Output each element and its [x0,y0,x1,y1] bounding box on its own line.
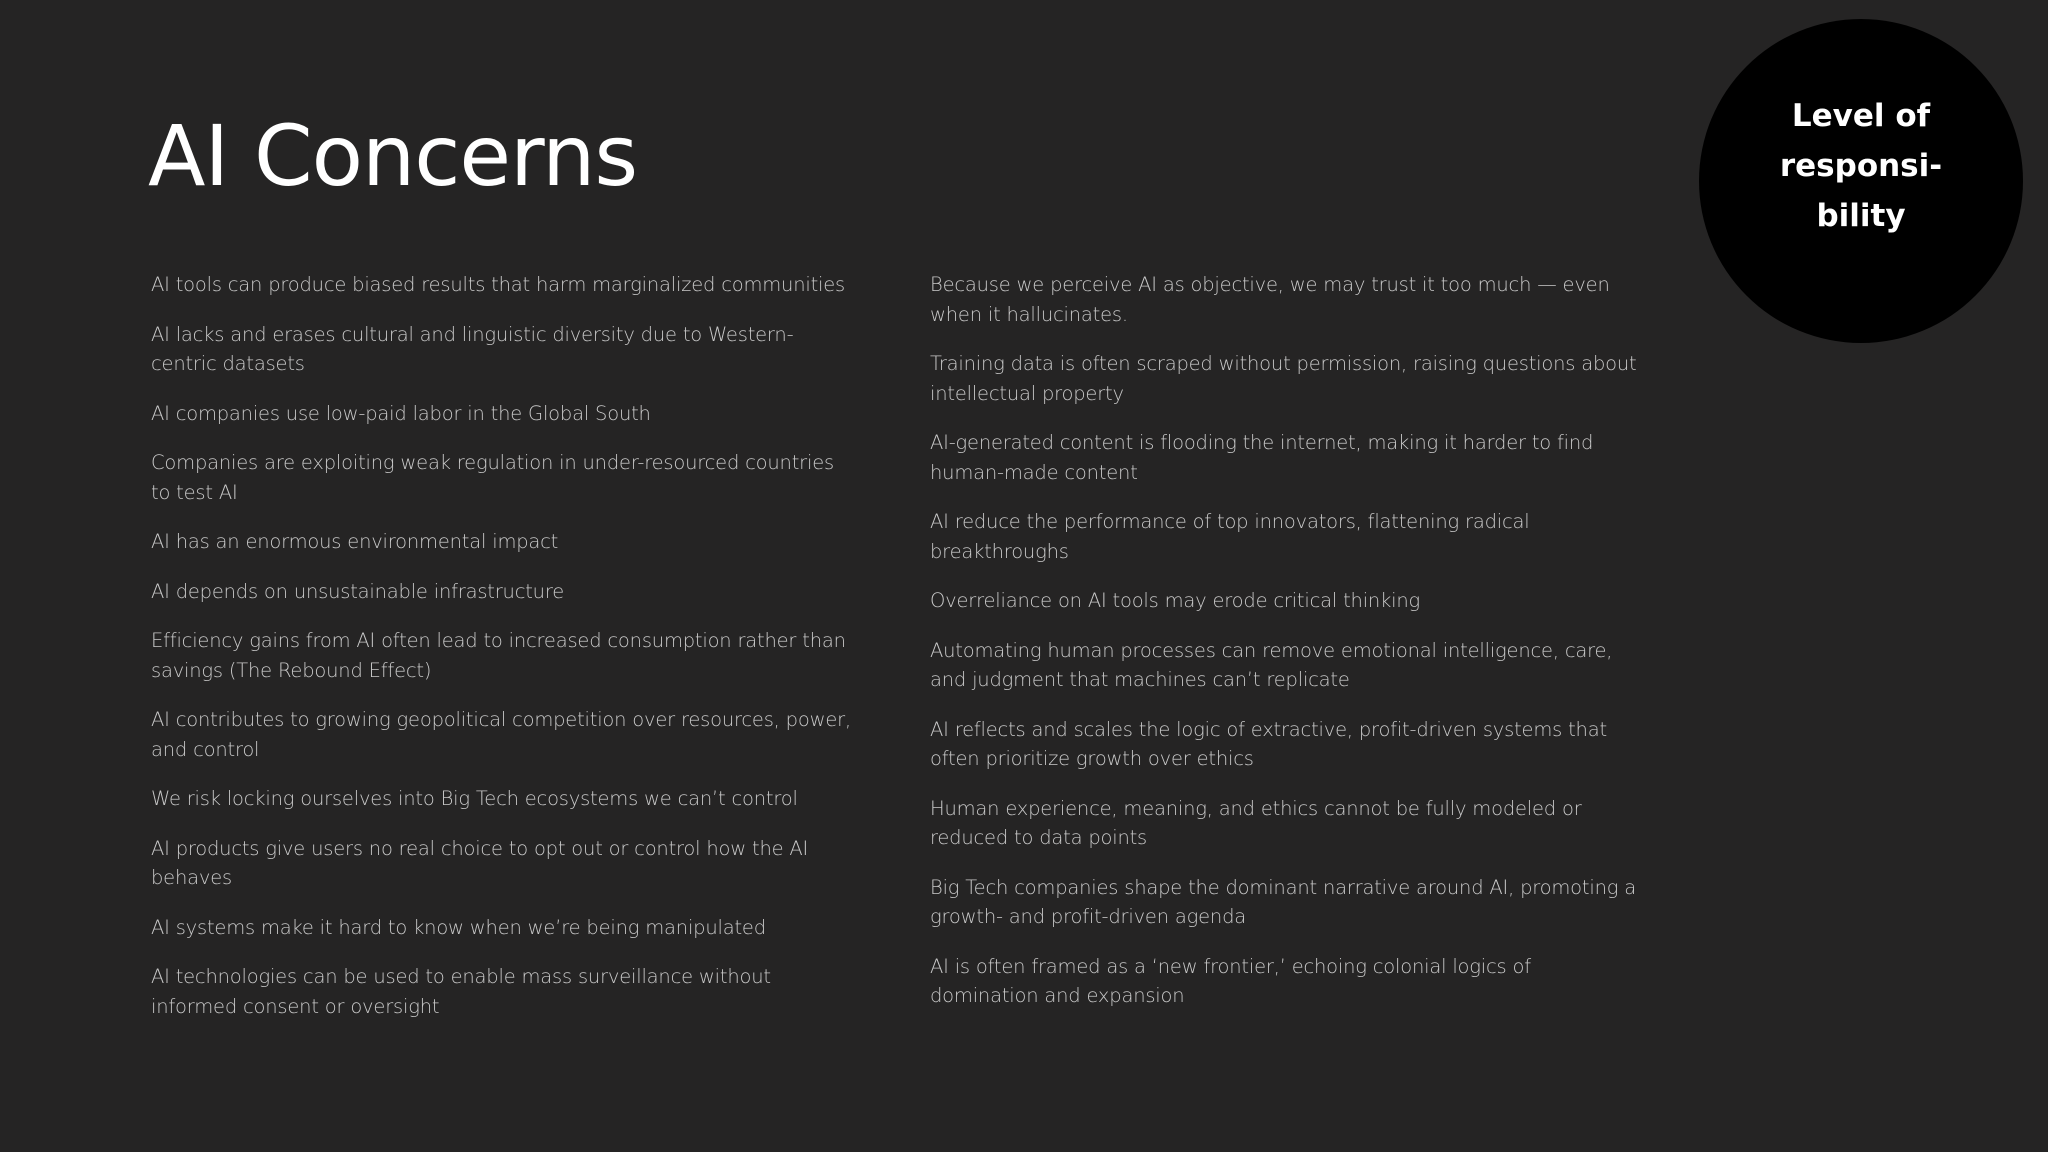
responsibility-badge [1699,19,2023,343]
concerns-list-right [930,270,1640,1031]
concerns-list-left [151,270,851,1041]
list-item: Training data is often scraped without permission, raising questions about intellectual property [930,352,1637,405]
list-item: Automating human processes can remove emotional intelligence, care, and judgment that machines can’t replicate [930,638,1613,691]
list-item: AI-generated content is flooding the internet, making it harder to find human-made content [930,431,1594,484]
list-item: AI has an enormous environmental impact [151,530,559,553]
list-item: Human experience, meaning, and ethics cannot be fully modeled or reduced to data points [930,796,1582,849]
list-item: AI depends on unsustainable infrastructure [151,579,565,603]
list-item: AI tools can produce biased results that harm marginalized communities [151,273,846,296]
list-item: We risk locking ourselves into Big Tech ecosystems we can’t control [151,787,798,810]
list-item: AI contributes to growing geopolitical competition over resources, power, and control [151,708,851,761]
list-item: AI reduce the performance of top innovators, flattening radical breakthroughs [930,510,1530,563]
list-item: AI technologies can be used to enable mass surveillance without informed consent or oversight [151,965,771,1018]
list-item: AI companies use low-paid labor in the Global South [151,401,651,425]
list-item: AI reflects and scales the logic of extractive, profit-driven systems that often prioritize growth over ethics [930,717,1607,770]
list-item: Efficiency gains from AI often lead to increased consumption rather than savings (The Rebound Effect) [151,629,846,682]
list-item: AI lacks and erases cultural and linguistic diversity due to Western-centric datasets [151,322,794,375]
list-item: Because we perceive AI as objective, we may trust it too much — even when it hallucinates. [930,273,1610,326]
list-item: Companies are exploiting weak regulation in under-resourced countries to test AI [151,451,834,504]
list-item: Big Tech companies shape the dominant narrative around AI, promoting a growth- and profit-driven agenda [930,875,1636,928]
list-item: Overreliance on AI tools may erode critical thinking [930,589,1421,612]
list-item: AI is often framed as a ‘new frontier,’ echoing colonial logics of domination and expansion [930,954,1531,1007]
list-item: AI products give users no real choice to opt out or control how the AI behaves [151,836,809,889]
badge-label: Level of responsi- bility [1779,98,1943,234]
page-title: AI Concerns [148,107,638,205]
list-item: AI systems make it hard to know when we’re being manipulated [151,915,766,939]
